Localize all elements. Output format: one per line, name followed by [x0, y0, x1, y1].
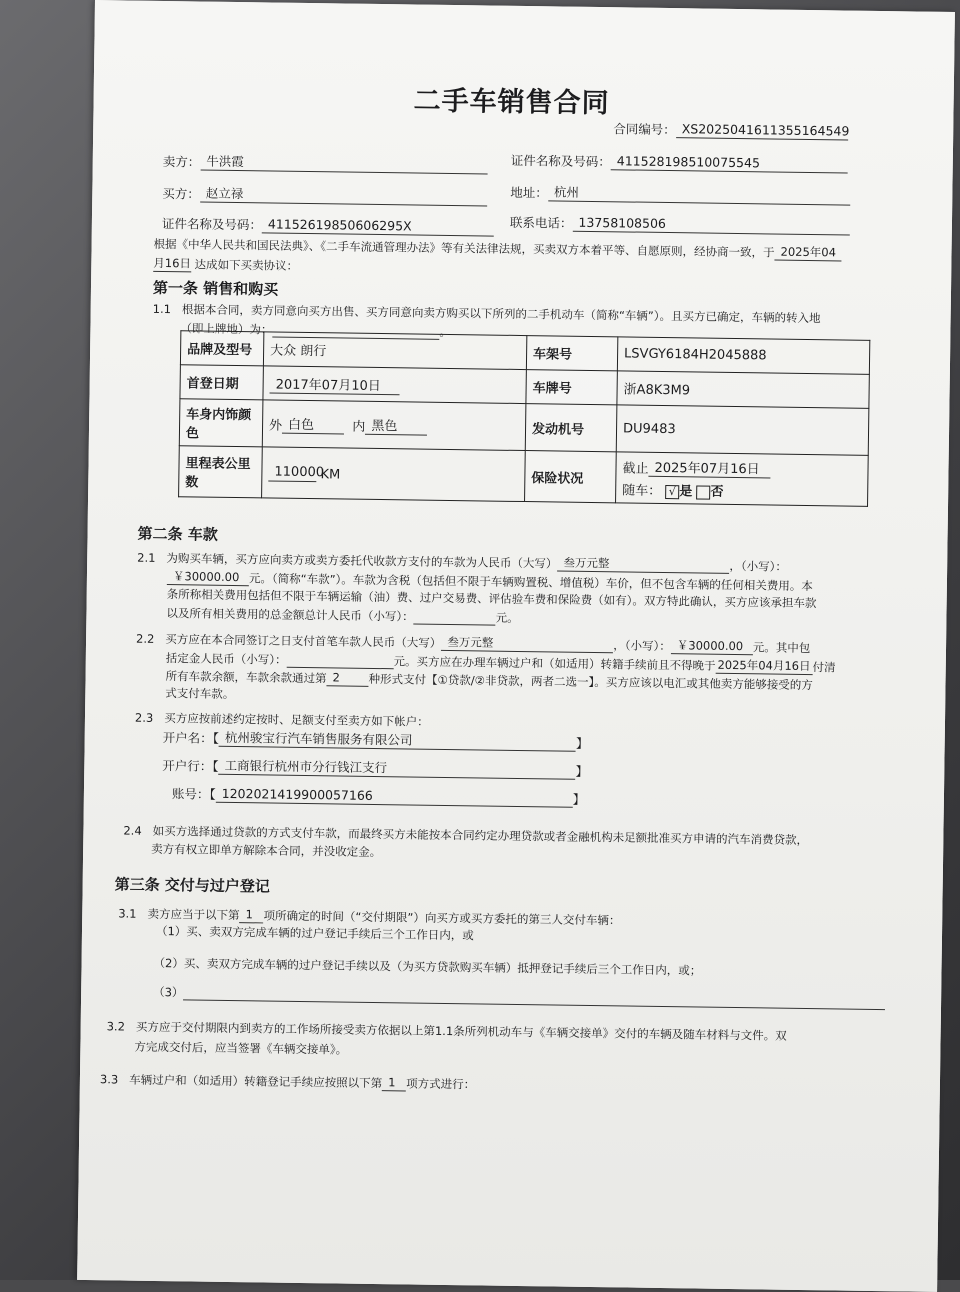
buyer-id-row: 证件名称及号码： 41152619850606295X: [162, 215, 494, 237]
account-bank: 工商银行杭州市分行钱江支行: [218, 758, 575, 780]
section3-title: 第三条 交付与过户登记: [114, 875, 270, 896]
transfer-option: 1: [382, 1074, 406, 1091]
phone-row: 联系电话： 13758108506: [510, 214, 850, 236]
sign-date-part2: 月16日: [153, 255, 192, 271]
preamble-line1: 根据《中华人民共和国民法典》、《二手车流通管理办法》等有关法律法规，买卖双方本着平等、自愿原则，经协商一致，于 2025年04: [153, 235, 842, 262]
checkbox-no[interactable]: [696, 485, 710, 499]
plate-label: 车牌号: [526, 370, 617, 405]
clause-3-1-line1: 3.1 卖方应当于以下第 1 项所确定的时间（“交付期限”）向买方或买方委托的第三人交付车辆：: [118, 906, 621, 928]
insurance-expiry: 2025年07月16日: [648, 457, 770, 479]
clause-2-1-line4: 以及所有相关费用的总金额总计人民币（小写）： 元。: [166, 606, 519, 625]
clause-2-4-line1: 2.4 如买方选择通过贷款的方式支付车款，而最终买方未能按本合同约定办理贷款或者金融机构未足额批准买方申请的汽车消费贷款，: [123, 823, 809, 848]
contract-title: 二手车销售合同: [413, 85, 610, 120]
buyer-id: 41152619850606295X: [262, 216, 494, 236]
clause-2-1-line3: 条所称相关费用包括但不限于车辆运输（油）费、过户交易费、评估验车费和保险费（如有）。双方特此确认，买方应该承担车款: [166, 587, 817, 611]
buyer-phone: 13758108506: [572, 215, 849, 236]
clause-2-1-line1: 2.1 为购买车辆，买方应向卖方或卖方委托代收款方支付的车款为人民币（大写） 叁万元整 ，（小写）：: [137, 550, 788, 574]
account-name: 杭州骏宝行汽车销售服务有限公司: [219, 730, 576, 752]
clause-2-2-line3: 所有车款余额，车款余款通过第 2 种形式支付【①贷款/②非贷款，两者二选一】。买方应该以电汇或其他卖方能够接受的方: [165, 669, 813, 693]
vin-value: LSVGY6184H2045888: [617, 337, 869, 375]
account-number-row: 账号：【 1202021419900057166 】: [171, 785, 586, 807]
insurance-label: 保险状况: [525, 451, 617, 503]
clause-1-1-line1: 1.1 根据本合同，卖方同意向买方出售、买方同意向卖方购买以下所列的二手机动车（简称“车辆”）。且买方已确定，车辆的转入地: [152, 301, 821, 326]
clause-2-1-line2: ￥30000.00 元。（简称“车款”）。车款为含税（包括但不限于车辆购置税、增值税）车价，但不包含车辆的任何相关费用。本: [167, 568, 813, 594]
contract-number: XS2025041611355164549: [676, 121, 848, 140]
brand-label: 品牌及型号: [180, 331, 263, 366]
vehicle-info-table: 品牌及型号 大众 朗行 车架号 LSVGY6184H2045888 首登日期 2017年07月10日 车牌号 浙A8K3M9 车身内饰颜色 外 白色 内 黑色 发动机号 DU9483 里程表公里数 110000 KM 保险状况 截止 2025年07月16日 随车： √ 是 否: [178, 330, 870, 507]
account-name-row: 开户名：【 杭州骏宝行汽车销售服务有限公司 】: [162, 729, 589, 751]
price-upper: 叁万元整: [557, 555, 729, 574]
seller-row: 卖方： 牛洪霞: [163, 153, 488, 175]
account-number: 1202021419900057166: [216, 786, 573, 808]
mileage-label: 里程表公里数: [179, 446, 263, 498]
seller-name: 牛洪霞: [200, 153, 487, 174]
clause-3-1-option2: （2）买、卖双方完成车辆的过户登记手续以及（为买方贷款购买车辆）抵押登记手续后三个工作日内，或；: [153, 955, 702, 978]
first-payment-upper: 叁万元整: [441, 634, 613, 653]
clause-2-2-line4: 式支付车款。: [165, 686, 235, 702]
plate-value: 浙A8K3M9: [617, 371, 869, 409]
price-small: ￥30000.00: [167, 568, 249, 586]
clause-1-1-line2: （即上牌地）为： 。: [180, 321, 451, 340]
clause-2-4-line2: 卖方有权立即单方解除本合同，并没收定金。: [151, 841, 382, 860]
buyer-row: 买方： 赵立禄: [162, 185, 487, 207]
mileage-value: 110000: [268, 464, 316, 482]
seller-id-row: 证件名称及号码： 411528198510075545: [511, 152, 848, 174]
delivery-option: 1: [239, 906, 263, 923]
clause-3-2-line2: 方完成交付后，应当签署《车辆交接单》。: [134, 1039, 348, 1057]
first-payment-small: ￥30000.00: [671, 637, 753, 655]
clause-2-3-line1: 2.3 买方应按前述约定按时、足额支付至卖方如下帐户：: [134, 710, 429, 729]
reg-date-value: 2017年07月10日: [270, 373, 400, 395]
address-row: 地址： 杭州: [510, 184, 850, 206]
payment-method: 2: [326, 669, 368, 687]
engine-value: DU9483: [616, 405, 869, 456]
buyer-name: 赵立禄: [200, 185, 487, 206]
brand-value: 大众 朗行: [263, 332, 526, 370]
interior-color: 黑色: [365, 415, 427, 436]
contract-number-row: 合同编号： XS2025041611355164549: [613, 121, 850, 139]
clause-2-2-line2: 括定金人民币（小写）： 元。买方应在办理车辆过户和（如适用）转籍手续前且不得晚于 2025年04月16日 付清: [165, 651, 836, 675]
buyer-address: 杭州: [548, 184, 850, 205]
payment-deadline: 2025年04月16日: [715, 657, 812, 675]
preamble-line2: 月16日 达成如下买卖协议：: [153, 255, 299, 273]
sign-date-part1: 2025年04: [774, 244, 842, 262]
account-bank-row: 开户行：【 工商银行杭州市分行钱江支行 】: [162, 757, 589, 779]
engine-label: 发动机号: [525, 404, 617, 452]
clause-3-3-line1: 3.3 车辆过户和（如适用）转籍登记手续应按照以下第 1 项方式进行：: [99, 1072, 476, 1092]
vin-label: 车架号: [526, 336, 617, 371]
section1-title: 第一条 销售和购买: [152, 278, 279, 299]
clause-3-1-option3: （3）: [153, 983, 885, 1010]
clause-3-1-option1: （1）买、卖双方完成车辆的过户登记手续后三个工作日内，或: [155, 923, 474, 943]
section2-title: 第二条 车款: [137, 524, 218, 544]
checkbox-yes[interactable]: √: [665, 485, 679, 499]
color-label: 车身内饰颜色: [179, 399, 263, 447]
contract-paper: [77, 0, 955, 1292]
reg-date-label: 首登日期: [180, 365, 263, 400]
exterior-color: 白色: [282, 414, 344, 435]
clause-2-2-line1: 2.2 买方应在本合同签订之日支付首笔车款人民币（大写） 叁万元整 ，（小写）： ￥30000.00 元。其中包: [135, 631, 811, 656]
seller-id: 411528198510075545: [611, 153, 848, 173]
clause-3-2-line1: 3.2 买方应于交付期限内到卖方的工作场所接受卖方依据以上第1.1条所列机动车与《车辆交接单》交付的车辆及随车材料与文件。双: [106, 1019, 787, 1043]
